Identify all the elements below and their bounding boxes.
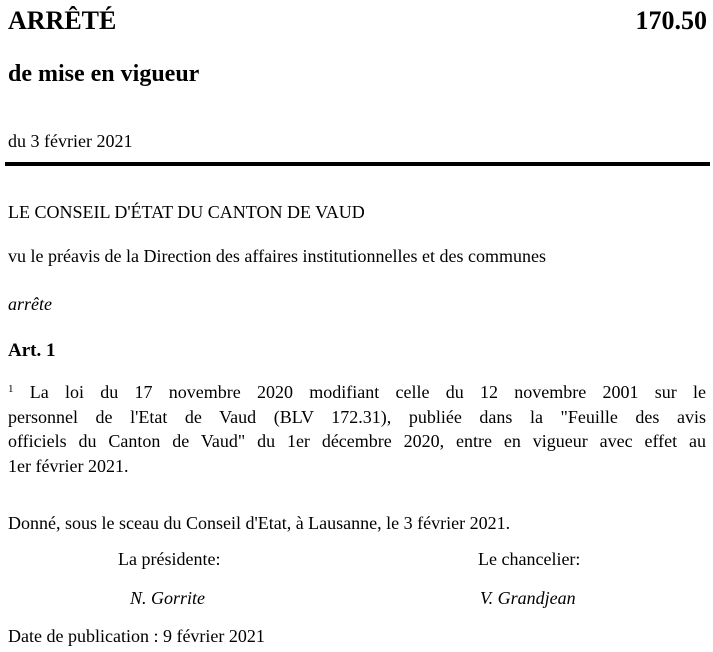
article-paragraph: [8, 380, 706, 478]
considering-clause: vu le préavis de la Direction des affaires institutionnelles et des communes: [8, 246, 547, 266]
article-heading: Art. 1: [8, 340, 56, 361]
paragraph-line: personnel de l'Etat de Vaud (BLV 172.31), publiée dans la "Feuille des avis: [8, 406, 706, 427]
document-subtitle: de mise en vigueur: [8, 61, 200, 87]
chancellor-name: V. Grandjean: [480, 588, 576, 608]
paragraph-number: 1: [8, 383, 14, 395]
president-name: N. Gorrite: [130, 588, 206, 608]
chancellor-role: Le chancelier:: [478, 549, 581, 569]
document-date: du 3 février 2021: [8, 131, 133, 151]
president-role: La présidente:: [118, 549, 221, 569]
document-number: 170.50: [635, 6, 707, 35]
paragraph-line: 1er février 2021.: [8, 455, 129, 476]
decree-word: arrête: [8, 294, 52, 314]
paragraph-line: $^1$ La loi du 17 novembre 2020 modifiant celle du 12 novembre 2001 sur le: [8, 382, 706, 402]
document-title: ARRÊTÉ: [8, 6, 117, 35]
publication-date: Date de publication : 9 février 2021: [8, 626, 265, 646]
given-under-seal: Donné, sous le sceau du Conseil d'Etat, à Lausanne, le 3 février 2021.: [8, 513, 511, 533]
paragraph-line: officiels du Canton de Vaud" du 1er décembre 2020, entre en vigueur avec effet au: [8, 431, 706, 451]
issuing-authority: LE CONSEIL D'ÉTAT DU CANTON DE VAUD: [8, 202, 365, 222]
header-divider: [5, 162, 710, 166]
